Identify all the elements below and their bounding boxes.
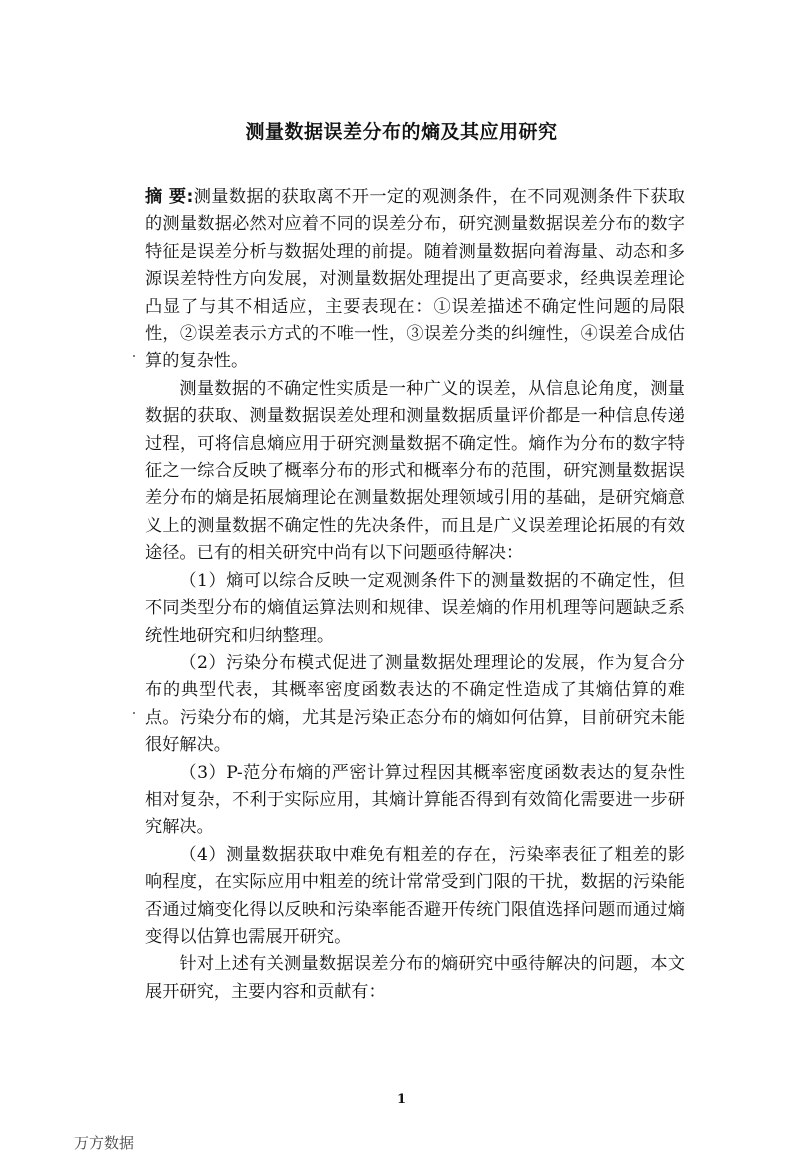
abstract-paragraph-2: 测量数据的不确定性实质是一种广义的误差，从信息论角度，测量数据的获取、测量数据误差处理和测量数据质量评价都是一种信息传递过程，可将信息熵应用于研究测量数据不确定性。熵作为分布的数字特征之一综合反映了概率分布的形式和概率分布的范围，研究测量数据误差分布的熵是拓展熵理论在测量数据处理领域引用的基础，是研究熵意义上的测量数据不确定性的先决条件，而且是广义误差理论拓展的有效途径。已有的相关研究中尚有以下问题亟待解决： <box>145 378 685 564</box>
watermark: 万方数据 <box>74 1134 135 1152</box>
scan-artifact-dot <box>133 712 135 714</box>
problem-item-2: （2）污染分布模式促进了测量数据处理理论的发展，作为复合分布的典型代表，其概率密度函数表达的不确定性造成了其熵估算的难点。污染分布的熵，尤其是污染正态分布的熵如何估算，目前研究未能很好解决。 <box>145 652 685 756</box>
page-number: 1 <box>396 1092 407 1107</box>
abstract-label: 摘 要: <box>145 187 194 207</box>
problem-item-3: （3）P-范分布熵的严密计算过程因其概率密度函数表达的复杂性相对复杂，不利于实际应用，其熵计算能否得到有效简化需要进一步研究解决。 <box>145 762 685 838</box>
conclusion-paragraph: 针对上述有关测量数据误差分布的熵研究中亟待解决的问题，本文展开研究，主要内容和贡献有： <box>145 954 685 1002</box>
problem-item-4: （4）测量数据获取中难免有粗差的存在，污染率表征了粗差的影响程度，在实际应用中粗差的统计常常受到门限的干扰，数据的污染能否通过熵变化得以反映和污染率能否避开传统门限值选择问题而通过熵变得以估算也需展开研究。 <box>145 844 685 947</box>
scan-artifact-dot <box>133 355 135 357</box>
problem-item-1: （1）熵可以综合反映一定观测条件下的测量数据的不确定性，但不同类型分布的熵值运算法则和规律、误差熵的作用机理等问题缺乏系统性地研究和归纳整理。 <box>145 570 685 646</box>
abstract-paragraph-1 <box>145 184 685 376</box>
abstract-paragraph-1-text: 测量数据的获取离不开一定的观测条件，在不同观测条件下获取的测量数据必然对应着不同的误差分布，研究测量数据误差分布的数字特征是误差分析与数据处理的前提。随着测量数据向着海量、动态和多源误差特性方向发展，对测量数据处理提出了更高要求，经典误差理论凸显了与其不相适应，主要表现在：①误差描述不确定性问题的局限性，②误差表示方式的不唯一性，③误差分类的纠缠性，④误差合成估算的复杂性。 <box>145 187 685 372</box>
paper-title: 测量数据误差分布的熵及其应用研究 <box>245 121 558 143</box>
abstract-body <box>145 184 685 1006</box>
